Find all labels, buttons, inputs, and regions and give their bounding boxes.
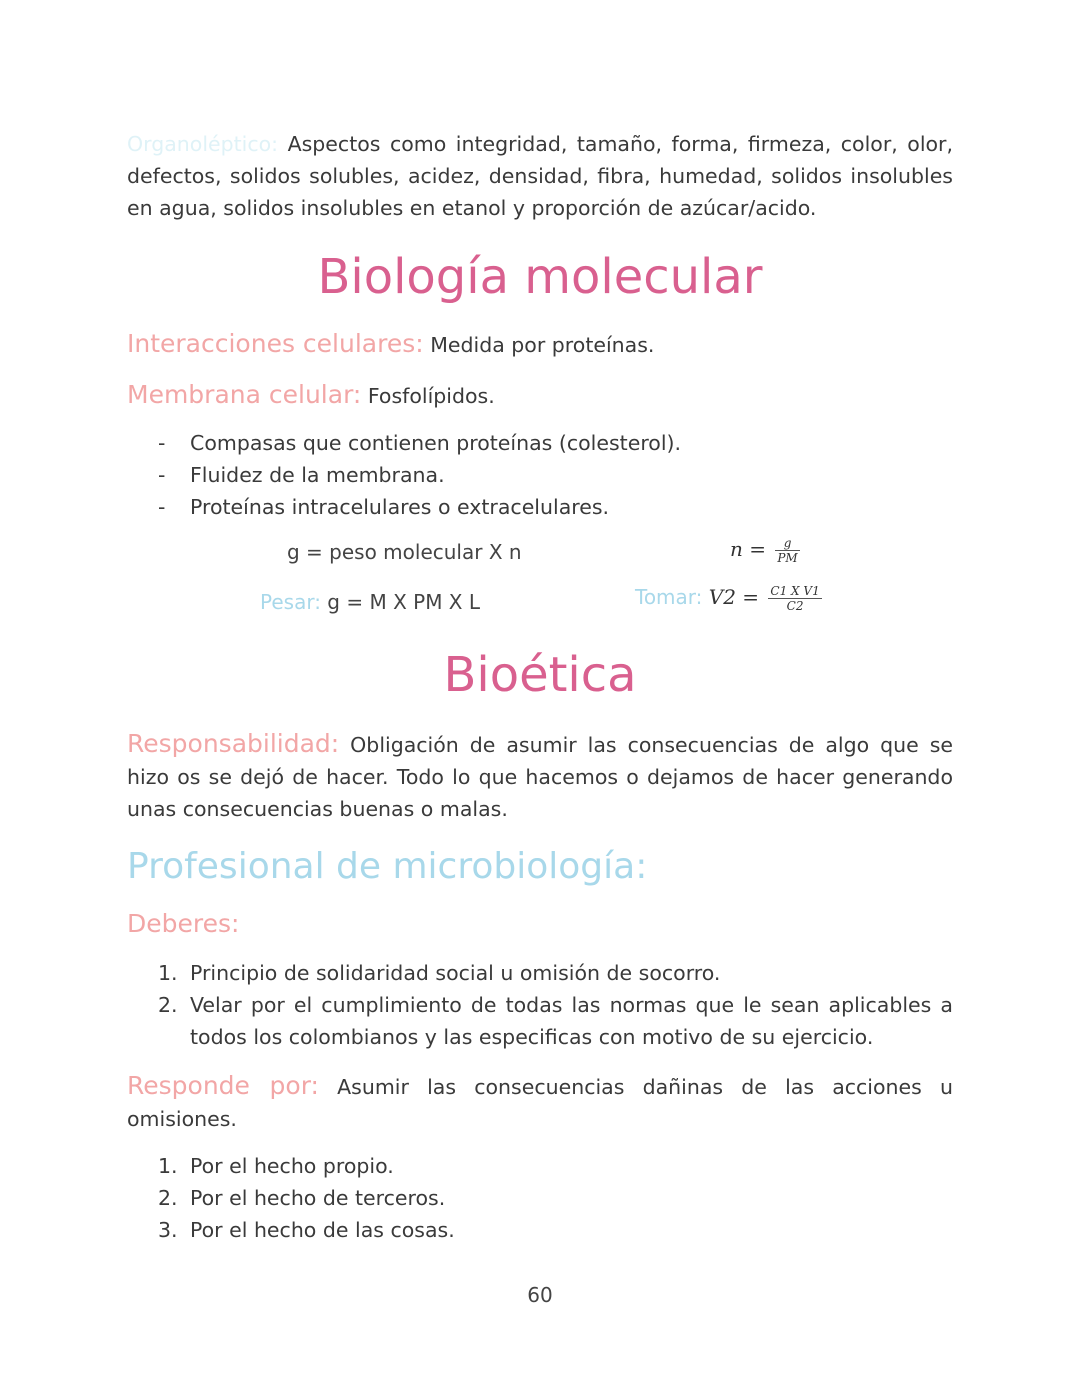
responde-label: Responde por: bbox=[127, 1071, 319, 1100]
list-item bbox=[127, 491, 953, 523]
page-number: 60 bbox=[527, 1283, 553, 1307]
list-item bbox=[127, 1182, 953, 1214]
list-item-text: Proteínas intracelulares o extracelulares. bbox=[190, 495, 610, 519]
list-item-text: Por el hecho propio. bbox=[190, 1154, 394, 1178]
formula-g-peso-molecular: g = peso molecular X n bbox=[287, 540, 522, 564]
membrana-bullet-list bbox=[127, 427, 953, 523]
list-item bbox=[127, 989, 953, 1053]
membrana-paragraph bbox=[127, 379, 953, 412]
heading-profesional-microbiologia: Profesional de microbiología: bbox=[127, 846, 648, 887]
pesar-formula: g = M X PM X L bbox=[320, 590, 481, 614]
formula-pesar bbox=[260, 590, 480, 614]
heading-biologia-molecular: Biología molecular bbox=[317, 249, 763, 305]
intro-label: Organoléptico: bbox=[127, 132, 279, 156]
formula-tomar bbox=[635, 584, 822, 613]
pesar-label: Pesar: bbox=[260, 590, 321, 614]
responde-list bbox=[127, 1150, 953, 1246]
list-item bbox=[127, 1214, 953, 1246]
interacciones-paragraph bbox=[127, 328, 953, 361]
deberes-list bbox=[127, 957, 953, 1053]
membrana-text: Fosfolípidos. bbox=[361, 384, 495, 408]
bullet-dash: - bbox=[158, 495, 166, 519]
responde-paragraph bbox=[127, 1070, 953, 1135]
fraction-denominator: C2 bbox=[786, 599, 804, 613]
list-item bbox=[127, 957, 953, 989]
responsabilidad-text: Obligación de asumir las consecuencias de algo que se hizo os se dejó de hacer. Todo lo que hacemos o dejamos de hacer generando unas consecuencias buenas o malas. bbox=[127, 733, 953, 821]
formula-n-fraction bbox=[775, 536, 799, 565]
fraction-denominator: PM bbox=[777, 551, 798, 565]
list-item-text: Fluidez de la membrana. bbox=[190, 463, 445, 487]
list-item-text: Por el hecho de terceros. bbox=[190, 1186, 446, 1210]
deberes-label: Deberes: bbox=[127, 909, 240, 938]
list-item-text: Velar por el cumplimiento de todas las normas que le sean aplicables a todos los colombianos y las especificas con motivo de su ejercicio. bbox=[190, 993, 953, 1049]
list-item-text: Por el hecho de las cosas. bbox=[190, 1218, 455, 1242]
formula-tomar-fraction bbox=[768, 584, 821, 613]
list-item bbox=[127, 1150, 953, 1182]
list-number: 2. bbox=[158, 1186, 178, 1210]
list-number: 3. bbox=[158, 1218, 178, 1242]
intro-text: Aspectos como integridad, tamaño, forma, firmeza, color, olor, defectos, solidos solubles, acidez, densidad, fibra, humedad, solidos insolubles en agua, solidos insolubles en etanol y proporción de azúcar/acido. bbox=[127, 132, 953, 220]
list-item bbox=[127, 427, 953, 459]
intro-paragraph bbox=[127, 128, 953, 224]
fraction-numerator: C1 X V1 bbox=[770, 584, 820, 598]
responsabilidad-label: Responsabilidad: bbox=[127, 729, 340, 758]
responde-text: Asumir las consecuencias dañinas de las acciones u omisiones. bbox=[127, 1075, 953, 1131]
heading-bioetica: Bioética bbox=[443, 647, 637, 703]
list-item-text: Principio de solidaridad social u omisión de socorro. bbox=[190, 961, 721, 985]
formula-tomar-lhs: V2 = bbox=[708, 585, 760, 609]
formula-n bbox=[730, 536, 800, 565]
list-item-text: Compasas que contienen proteínas (colesterol). bbox=[190, 431, 682, 455]
fraction-numerator: g bbox=[775, 536, 799, 551]
membrana-label: Membrana celular: bbox=[127, 380, 362, 409]
tomar-label: Tomar: bbox=[635, 585, 703, 609]
bullet-dash: - bbox=[158, 463, 166, 487]
list-number: 2. bbox=[158, 993, 178, 1017]
interacciones-text: Medida por proteínas. bbox=[423, 333, 655, 357]
responsabilidad-paragraph bbox=[127, 728, 953, 825]
list-item bbox=[127, 459, 953, 491]
list-number: 1. bbox=[158, 1154, 178, 1178]
interacciones-label: Interacciones celulares: bbox=[127, 329, 424, 358]
bullet-dash: - bbox=[158, 431, 166, 455]
formula-n-lhs: n = bbox=[730, 537, 766, 561]
list-number: 1. bbox=[158, 961, 178, 985]
